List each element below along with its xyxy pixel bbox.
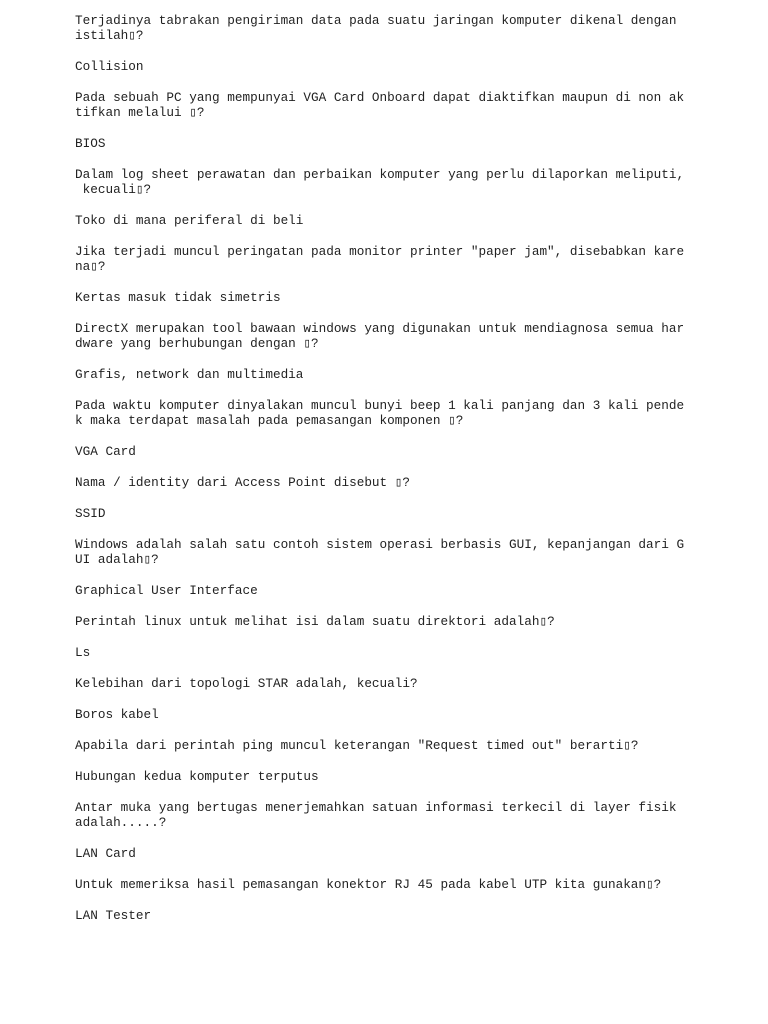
question-8: Windows adalah salah satu contoh sistem operasi berbasis GUI, kepanjangan dari G UI adalah▯?	[75, 537, 685, 567]
question-13: Untuk memeriksa hasil pemasangan konektor RJ 45 pada kabel UTP kita gunakan▯?	[75, 877, 662, 892]
question-12: Antar muka yang bertugas menerjemahkan satuan informasi terkecil di layer fisik adalah.....?	[75, 800, 677, 830]
question-11: Apabila dari perintah ping muncul keterangan "Request timed out" berarti▯?	[75, 738, 639, 753]
answer-11: Hubungan kedua komputer terputus	[75, 769, 319, 784]
answer-5: Grafis, network dan multimedia	[75, 367, 304, 382]
document-page	[75, 13, 685, 939]
answer-8: Graphical User Interface	[75, 583, 258, 598]
question-5: DirectX merupakan tool bawaan windows yang digunakan untuk mendiagnosa semua har dware yang berhubungan dengan ▯?	[75, 321, 685, 351]
answer-10: Boros kabel	[75, 707, 159, 722]
answer-13: LAN Tester	[75, 908, 152, 923]
answer-4: Kertas masuk tidak simetris	[75, 290, 281, 305]
question-2: Pada sebuah PC yang mempunyai VGA Card Onboard dapat diaktifkan maupun di non ak tifkan melalui ▯?	[75, 90, 685, 120]
answer-1: Collision	[75, 59, 144, 74]
answer-7: SSID	[75, 506, 106, 521]
answer-6: VGA Card	[75, 444, 136, 459]
question-7: Nama / identity dari Access Point disebut ▯?	[75, 475, 411, 490]
question-6: Pada waktu komputer dinyalakan muncul bunyi beep 1 kali panjang dan 3 kali pende k maka terdapat masalah pada pemasangan komponen ▯?	[75, 398, 685, 428]
question-10: Kelebihan dari topologi STAR adalah, kecuali?	[75, 676, 418, 691]
answer-3: Toko di mana periferal di beli	[75, 213, 304, 228]
answer-12: LAN Card	[75, 846, 136, 861]
question-9: Perintah linux untuk melihat isi dalam suatu direktori adalah▯?	[75, 614, 555, 629]
question-4: Jika terjadi muncul peringatan pada monitor printer "paper jam", disebabkan kare na▯?	[75, 244, 685, 274]
question-3: Dalam log sheet perawatan dan perbaikan komputer yang perlu dilaporkan meliputi, kecuali▯?	[75, 167, 685, 197]
answer-9: Ls	[75, 645, 91, 660]
question-1: Terjadinya tabrakan pengiriman data pada suatu jaringan komputer dikenal dengan istilah▯?	[75, 13, 677, 43]
answer-2: BIOS	[75, 136, 106, 151]
